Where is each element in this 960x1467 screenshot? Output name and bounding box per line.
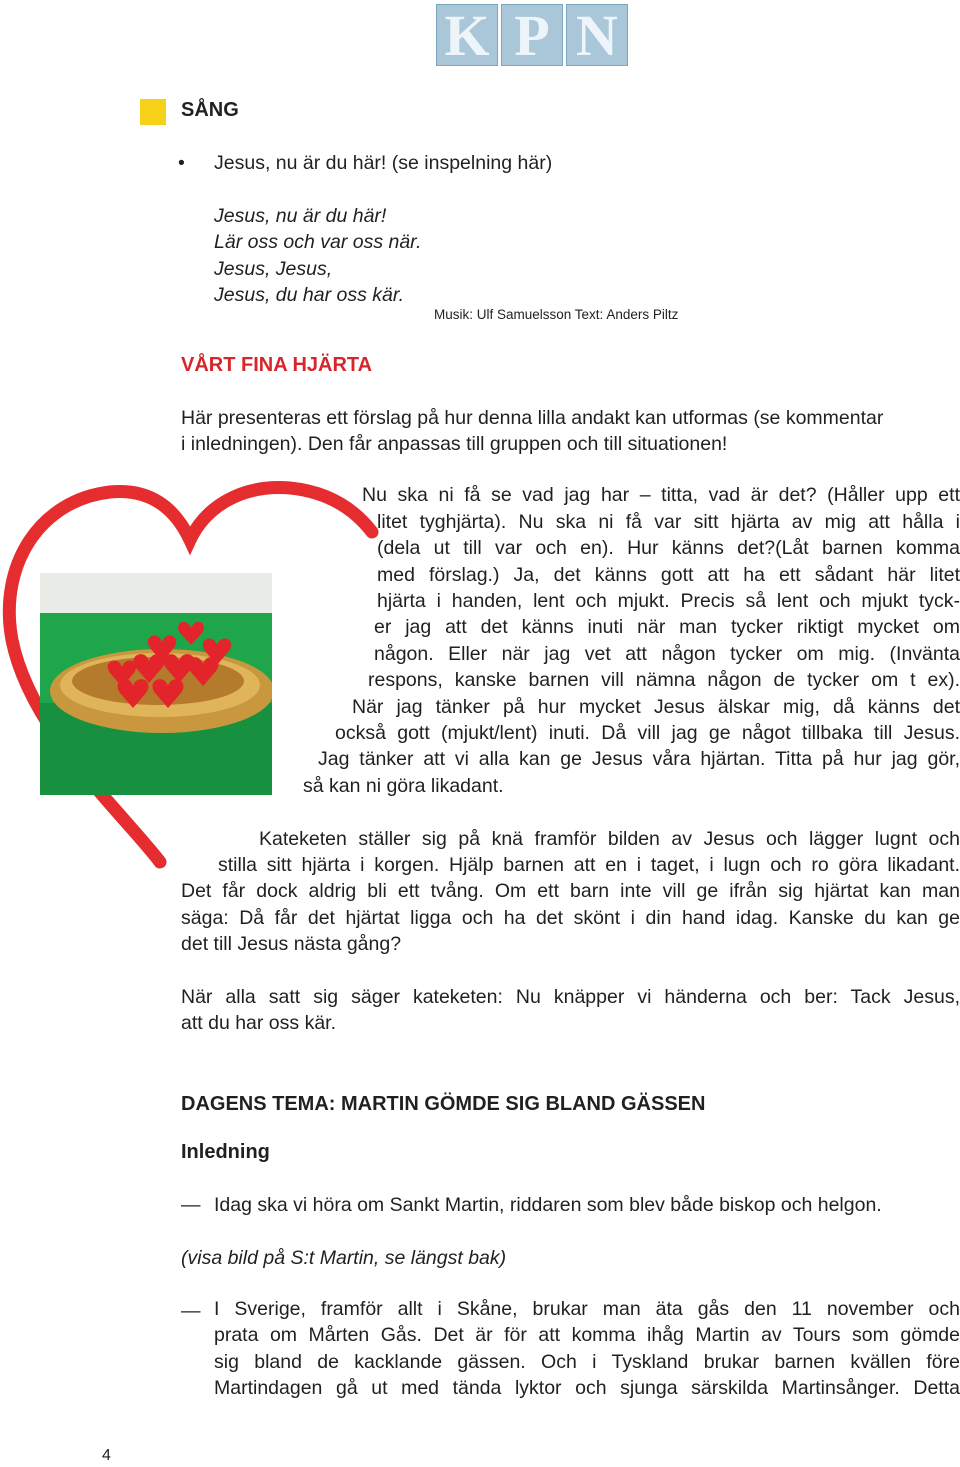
logo-letter-k: K	[444, 3, 490, 68]
section-marker	[140, 99, 166, 125]
dash-icon: —	[181, 1300, 201, 1322]
body-line: Martindagen gå ut med tända lyktor och sjunga särskilda Martinsånger. Detta	[214, 1377, 960, 1399]
theme-subheading: Inledning	[181, 1141, 270, 1163]
body-line: stilla sitt hjärta i korgen. Hjälp barnen att en i taget, i lugn och ro göra likadant.	[218, 854, 960, 876]
body-line: prata om Mårten Gås. Det är för att komma ihåg Martin av Tours som gömde	[214, 1324, 960, 1346]
bullet-icon: •	[178, 152, 185, 174]
body-line: litet tyghjärta). Nu ska ni få var sitt hjärta av mig att hålla i	[377, 511, 960, 533]
body-line: Det får dock aldrig bli ett tvång. Om ett barn inte vill ge ifrån sig hjärtat kan man	[181, 880, 960, 902]
body-line: hjärta i handen, lent och mjukt. Precis så lent och mjukt tyck-	[377, 590, 960, 612]
body-line: säga: Då får det hjärtat ligga och ha det skönt i din hand idag. Kanske du kan ge	[181, 907, 960, 929]
body-line: så kan ni göra likadant.	[303, 775, 504, 797]
lyric-line: Lär oss och var oss när.	[214, 231, 422, 253]
song-credit: Musik: Ulf Samuelsson Text: Anders Piltz	[434, 307, 679, 322]
body-line: också gott (mjukt/lent) inuti. Då vill jag ge något tillbaka till Jesus.	[335, 722, 960, 744]
lyric-line: Jesus, nu är du här!	[214, 205, 387, 227]
body-line: Kateketen ställer sig på knä framför bilden av Jesus och lägger lugnt och	[259, 828, 960, 850]
lyric-line: Jesus, Jesus,	[214, 258, 333, 280]
page-number: 4	[102, 1447, 111, 1464]
theme-item: Idag ska vi höra om Sankt Martin, riddaren som blev både biskop och helgon.	[214, 1194, 882, 1216]
dash-icon: —	[181, 1194, 201, 1216]
body-line: I Sverige, framför allt i Skåne, brukar man äta gås den 11 november och	[214, 1298, 960, 1320]
intro-line: Här presenteras ett förslag på hur denna lilla andakt kan utformas (se kommentar	[181, 407, 884, 429]
body-line: någon. Eller när jag vet att någon tycker om mig. (Invänta	[374, 643, 960, 665]
kpn-logo	[436, 4, 628, 66]
body-line: (dela ut till var och en). Hur känns det?(Låt barnen komma	[377, 537, 960, 559]
heart-section-heading: VÅRT FINA HJÄRTA	[181, 354, 373, 376]
body-line: det till Jesus nästa gång?	[181, 933, 402, 955]
body-line: När jag tänker på hur mycket Jesus älskar mig, då känns det	[352, 696, 960, 718]
song-heading: SÅNG	[181, 99, 239, 121]
theme-note: (visa bild på S:t Martin, se längst bak)	[181, 1247, 507, 1269]
bowl-hearts-photo	[40, 573, 272, 795]
logo-letter-n: N	[576, 3, 618, 68]
song-item: Jesus, nu är du här! (se inspelning här)	[214, 152, 553, 174]
theme-heading: DAGENS TEMA: MARTIN GÖMDE SIG BLAND GÄSSEN	[181, 1093, 706, 1115]
body-line: att du har oss kär.	[181, 1012, 337, 1034]
body-line: respons, kanske barnen vill nämna någon de tycker om t ex).	[368, 669, 960, 691]
intro-line: i inledningen). Den får anpassas till gruppen och till situationen!	[181, 433, 728, 455]
body-line: med förslag.) Ja, det känns gott att ha ett sådant här litet	[377, 564, 960, 586]
body-line: er jag att det känns inuti när man tycker riktigt mycket om	[374, 616, 960, 638]
body-line: Nu ska ni få se vad jag har – titta, vad är det? (Håller upp ett	[362, 484, 960, 506]
lyric-line: Jesus, du har oss kär.	[214, 284, 405, 306]
body-line: sig bland de kacklande gässen. Och i Tyskland brukar barnen kvällen före	[214, 1351, 960, 1373]
body-line: När alla satt sig säger kateketen: Nu knäpper vi händerna och ber: Tack Jesus,	[181, 986, 960, 1008]
body-line: Jag tänker att vi alla kan ge Jesus våra hjärtan. Titta på hur jag gör,	[318, 748, 960, 770]
logo-letter-p: P	[514, 3, 550, 68]
